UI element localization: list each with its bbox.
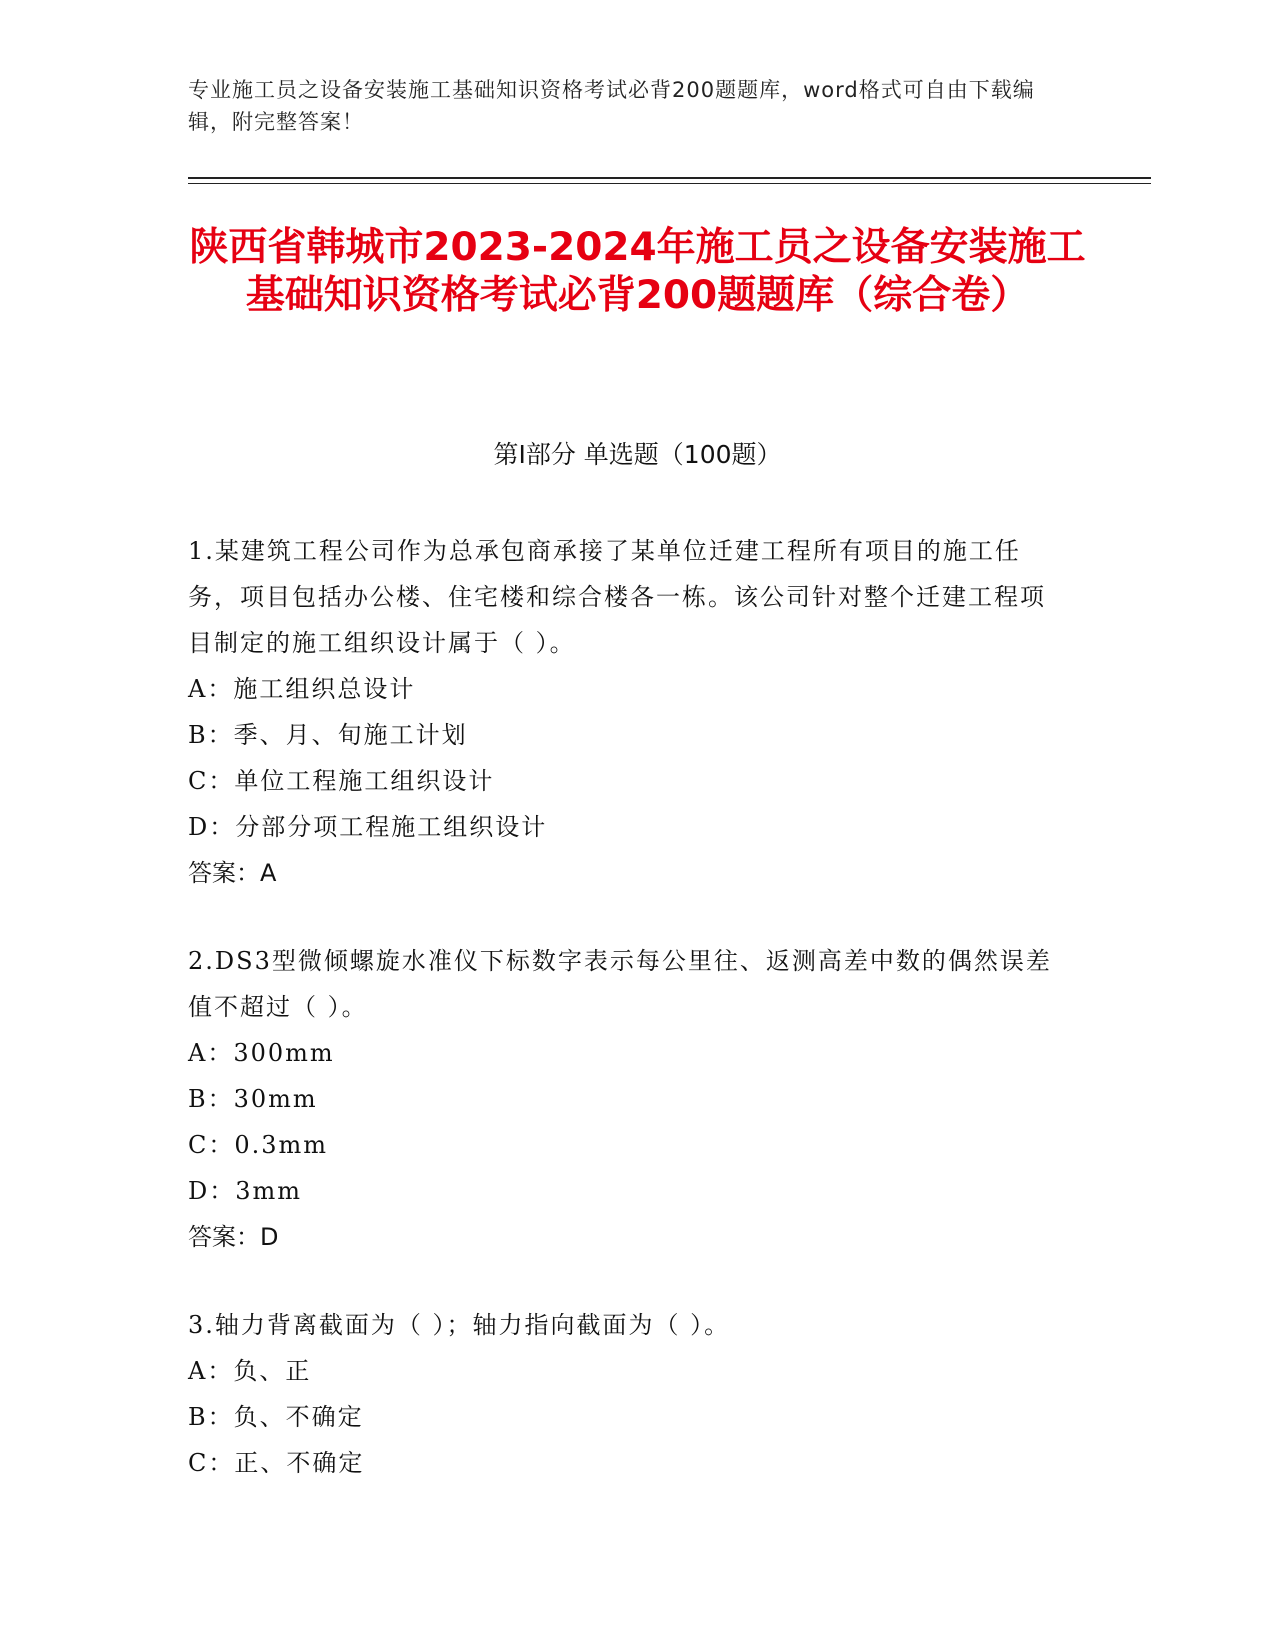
question-stem: 3.轴力背离截面为（ ）；轴力指向截面为（ ）。: [188, 1311, 731, 1339]
question-2: [188, 938, 1068, 1260]
option-a: A：施工组织总设计: [188, 675, 416, 703]
option-d: D：3mm: [188, 1177, 303, 1205]
option-b: B：季、月、旬施工计划: [188, 721, 468, 749]
option-c: C：单位工程施工组织设计: [188, 767, 495, 795]
section-title: 第Ⅰ部分 单选题（100题）: [493, 440, 782, 469]
option-c: C：0.3mm: [188, 1131, 329, 1159]
option-d: D：分部分项工程施工组织设计: [188, 813, 548, 841]
answer: 答案：D: [188, 1223, 279, 1251]
option-b: B：30mm: [188, 1085, 318, 1113]
document-title: 陕西省韩城市2023-2024年施工员之设备安装施工基础知识资格考试必背200题题库（综合卷）: [189, 225, 1086, 318]
question-stem: 1.某建筑工程公司作为总承包商承接了某单位迁建工程所有项目的施工任务，项目包括办公楼、住宅楼和综合楼各一栋。该公司针对整个迁建工程项目制定的施工组织设计属于（ ）。: [188, 537, 1046, 657]
header-divider-thick: [188, 177, 1151, 179]
answer: 答案：A: [188, 859, 277, 887]
question-1: [188, 528, 1068, 896]
option-b: B：负、不确定: [188, 1403, 364, 1431]
question-stem: 2.DS3型微倾螺旋水准仪下标数字表示每公里往、返测高差中数的偶然误差值不超过（ ）。: [188, 947, 1052, 1021]
option-c: C：正、不确定: [188, 1449, 365, 1477]
option-a: A：300mm: [188, 1039, 335, 1067]
option-a: A：负、正: [188, 1357, 312, 1385]
header-divider-thin: [188, 183, 1151, 184]
header-note: 专业施工员之设备安装施工基础知识资格考试必背200题题库，word格式可自由下载编辑，附完整答案！: [188, 78, 1035, 134]
question-3: [188, 1302, 1068, 1486]
